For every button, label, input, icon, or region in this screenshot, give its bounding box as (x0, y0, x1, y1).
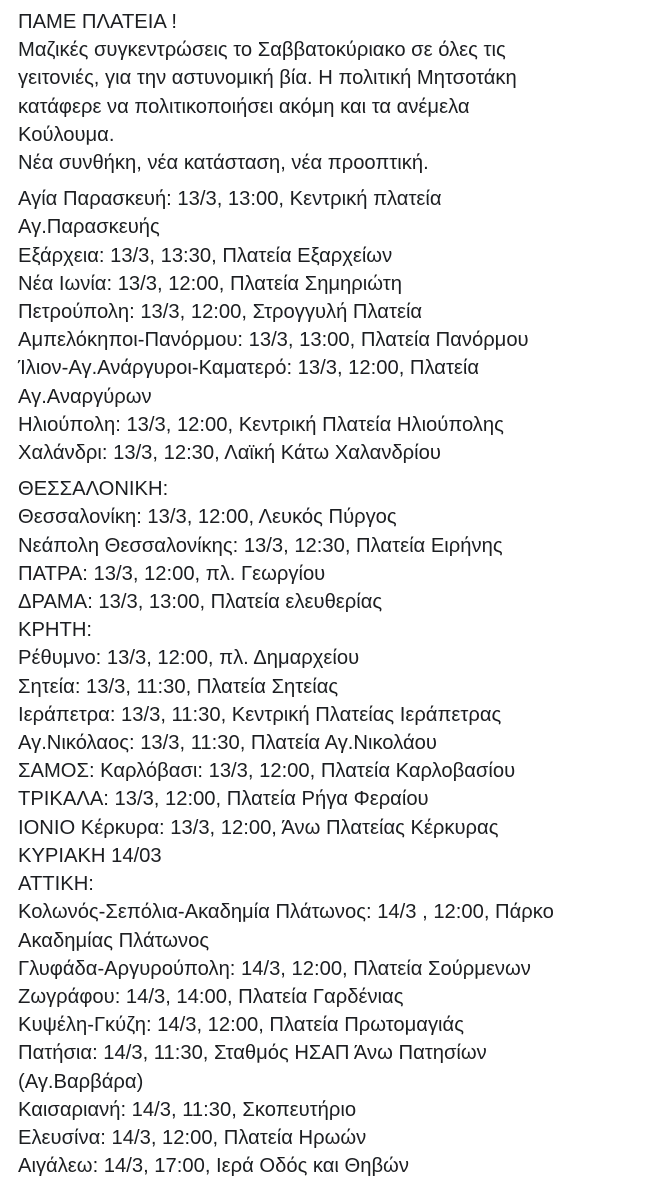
gathering-line: Αμπελόκηποι-Πανόρμου: 13/3, 13:00, Πλατεία Πανόρμου (18, 329, 529, 352)
gathering-line: (Αγ.Βαρβάρα) (18, 1070, 144, 1093)
gathering-line: ΣΑΜΟΣ: Καρλόβασι: 13/3, 12:00, Πλατεία Καρλοβασίου (18, 760, 516, 783)
text-line: Κούλουμα. (18, 123, 115, 146)
gathering-line: Αγ.Αναργύρων (18, 385, 152, 408)
text-line: Μαζικές συγκεντρώσεις το Σαββατοκύριακο σε όλες τις (18, 39, 506, 62)
gathering-line: Πατήσια: 14/3, 11:30, Σταθμός ΗΣΑΠ Άνω Πατησίων (18, 1042, 487, 1065)
gathering-line: ΔΡΑΜΑ: 13/3, 13:00, Πλατεία ελευθερίας (18, 591, 383, 614)
gathering-line: Καισαριανή: 14/3, 11:30, Σκοπευτήριο (18, 1098, 357, 1121)
gathering-line: Νέα Ιωνία: 13/3, 12:00, Πλατεία Σημηριώτη (18, 272, 402, 295)
section-heading: ΚΥΡΙΑΚΗ 14/03 (18, 844, 162, 867)
gathering-line: Νεάπολη Θεσσαλονίκης: 13/3, 12:30, Πλατεία Ειρήνης (18, 534, 503, 557)
regions-block (18, 475, 644, 1180)
post-intro-block (18, 8, 644, 177)
gathering-line: Κυψέλη-Γκύζη: 14/3, 12:00, Πλατεία Πρωτομαγιάς (18, 1014, 464, 1037)
gathering-line: Αγ.Παρασκευής (18, 216, 160, 239)
gathering-line: Πετρούπολη: 13/3, 12:00, Στρογγυλή Πλατεία (18, 301, 423, 324)
gathering-line: ΙΟΝΙΟ Κέρκυρα: 13/3, 12:00, Άνω Πλατείας Κέρκυρας (18, 816, 499, 839)
section-heading: ΘΕΣΣΑΛΟΝΙΚΗ: (18, 478, 169, 501)
section-heading: ΑΤΤΙΚΗ: (18, 873, 94, 896)
athens-saturday-block (18, 185, 644, 467)
gathering-line: Γλυφάδα-Αργυρούπολη: 14/3, 12:00, Πλατεία Σούρμενων (18, 957, 531, 980)
gathering-line: Αγία Παρασκευή: 13/3, 13:00, Κεντρική πλατεία (18, 188, 442, 211)
gathering-line: Ελευσίνα: 14/3, 12:00, Πλατεία Ηρωών (18, 1126, 367, 1149)
gathering-line: Χαλάνδρι: 13/3, 12:30, Λαϊκή Κάτω Χαλανδρίου (18, 442, 441, 465)
text-line: Νέα συνθήκη, νέα κατάσταση, νέα προοπτική. (18, 152, 429, 175)
gathering-line: Ηλιούπολη: 13/3, 12:00, Κεντρική Πλατεία Ηλιούπολης (18, 413, 504, 436)
gathering-line: Ιεράπετρα: 13/3, 11:30, Κεντρική Πλατείας Ιεράπετρας (18, 703, 502, 726)
section-heading: ΚΡΗΤΗ: (18, 619, 93, 642)
gathering-line: Θεσσαλονίκη: 13/3, 12:00, Λευκός Πύργος (18, 506, 397, 529)
gathering-line: Αγ.Νικόλαος: 13/3, 11:30, Πλατεία Αγ.Νικολάου (18, 732, 437, 755)
text-line: κατάφερε να πολιτικοποιήσει ακόμη και τα ανέμελα (18, 95, 470, 118)
text-line: γειτονιές, για την αστυνομική βία. Η πολιτική Μητσοτάκη (18, 67, 517, 90)
gathering-line: ΠΑΤΡΑ: 13/3, 12:00, πλ. Γεωργίου (18, 562, 326, 585)
gathering-line: Σητεία: 13/3, 11:30, Πλατεία Σητείας (18, 675, 339, 698)
gathering-line: Εξάρχεια: 13/3, 13:30, Πλατεία Εξαρχείων (18, 244, 393, 267)
gathering-line: Ζωγράφου: 14/3, 14:00, Πλατεία Γαρδένιας (18, 985, 404, 1008)
gathering-line: Ίλιον-Αγ.Ανάργυροι-Καματερό: 13/3, 12:00, Πλατεία (18, 357, 480, 380)
post-title: ΠΑΜΕ ΠΛΑΤΕΙΑ ! (18, 11, 177, 33)
gathering-line: Αιγάλεω: 14/3, 17:00, Ιερά Οδός και Θηβών (18, 1155, 409, 1178)
gathering-line: Ακαδημίας Πλάτωνος (18, 929, 210, 952)
gathering-line: Ρέθυμνο: 13/3, 12:00, πλ. Δημαρχείου (18, 647, 360, 670)
gathering-line: ΤΡΙΚΑΛΑ: 13/3, 12:00, Πλατεία Ρήγα Φεραίου (18, 788, 429, 811)
gathering-line: Κολωνός-Σεπόλια-Ακαδημία Πλάτωνος: 14/3 , 12:00, Πάρκο (18, 901, 554, 924)
